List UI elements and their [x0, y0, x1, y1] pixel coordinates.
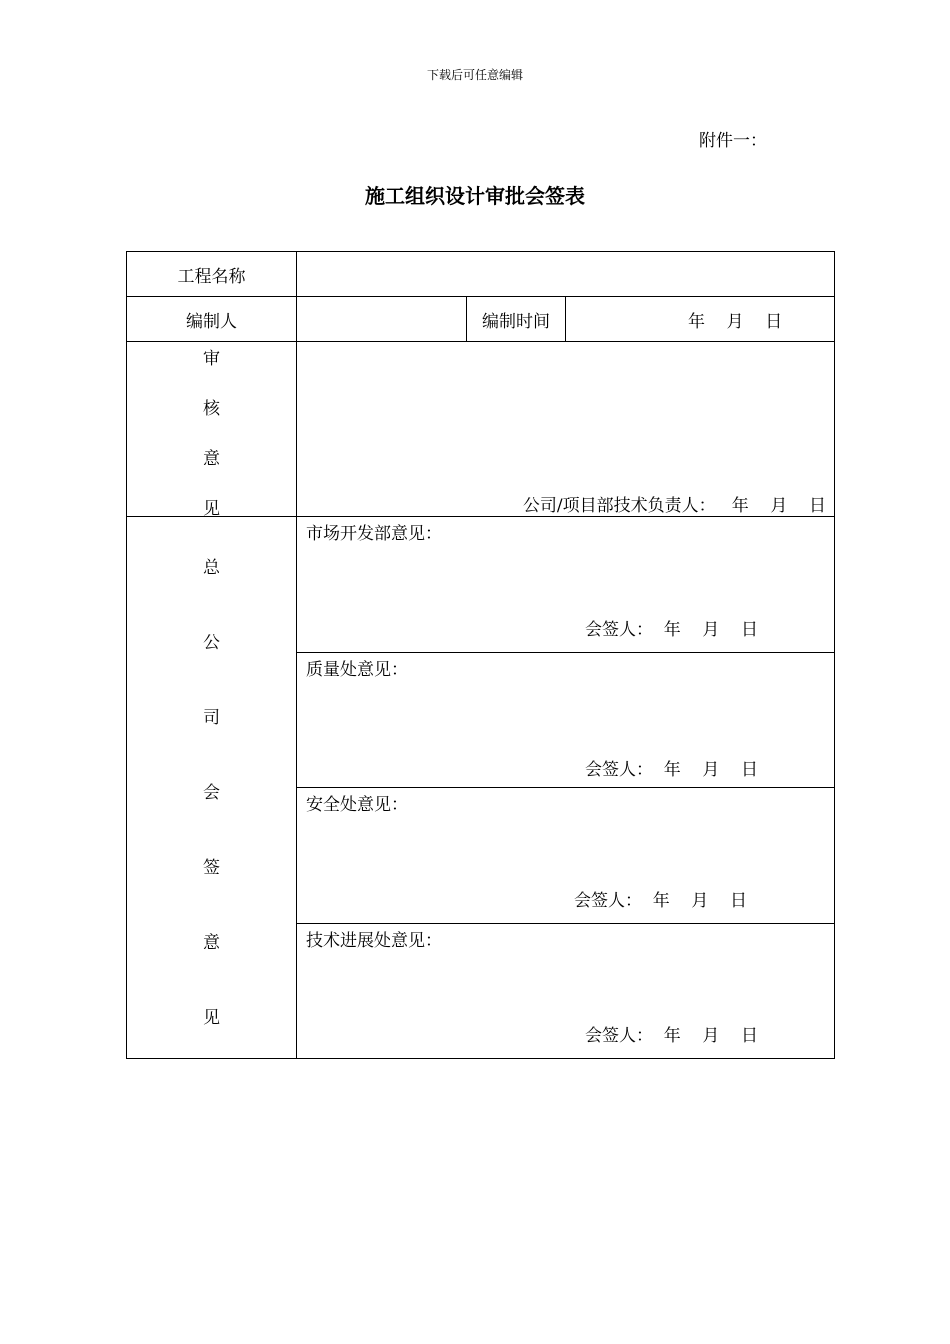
- review-label: [127, 342, 297, 517]
- header-note: 下载后可任意编辑: [426, 68, 523, 82]
- editor-field[interactable]: [297, 297, 467, 342]
- tech-progress-opinion-field[interactable]: [297, 924, 835, 1059]
- market-dev-opinion-title: 市场开发部意见：: [306, 524, 442, 544]
- countersign-label-char: 意: [203, 933, 220, 953]
- tech-progress-opinion-title: 技术进展处意见：: [306, 931, 442, 951]
- approval-form-table: [126, 251, 835, 1059]
- review-label-char: 审: [203, 349, 220, 369]
- quality-opinion-title: 质量处意见：: [306, 660, 408, 680]
- review-row: [127, 342, 835, 517]
- edit-time-field[interactable]: 年 月 日: [566, 297, 835, 342]
- countersign-label-char: 会: [203, 783, 220, 803]
- quality-signature-line: 会签人： 年 月 日: [585, 760, 759, 780]
- edit-time-label: 编制时间: [467, 297, 566, 342]
- countersign-label: [127, 517, 297, 1059]
- quality-opinion-field[interactable]: [297, 653, 835, 788]
- market-dev-signature-line: 会签人： 年 月 日: [585, 620, 759, 640]
- countersign-label-char: 见: [203, 1008, 220, 1028]
- review-label-char: 核: [203, 399, 220, 419]
- review-signature-line: 公司/项目部技术负责人： 年 月 日: [522, 496, 827, 516]
- safety-signature-line: 会签人： 年 月 日: [574, 891, 748, 911]
- countersign-label-char: 签: [203, 858, 220, 878]
- safety-opinion-field[interactable]: [297, 788, 835, 924]
- form-title: 施工组织设计审批会签表: [365, 184, 585, 208]
- project-name-label: 工程名称: [127, 252, 297, 297]
- editor-row: [127, 297, 835, 342]
- countersign-label-char: 司: [203, 708, 220, 728]
- editor-label: 编制人: [127, 297, 297, 342]
- countersign-label-char: 公: [203, 633, 220, 653]
- review-opinion-field[interactable]: [297, 342, 835, 517]
- project-name-row: [127, 252, 835, 297]
- market-dev-opinion-field[interactable]: [297, 517, 835, 653]
- countersign-row-market: [127, 517, 835, 653]
- review-label-char: 意: [203, 449, 220, 469]
- tech-progress-signature-line: 会签人： 年 月 日: [585, 1026, 759, 1046]
- attachment-label: 附件一：: [699, 131, 767, 151]
- project-name-field[interactable]: [297, 252, 835, 297]
- safety-opinion-title: 安全处意见：: [306, 795, 408, 815]
- countersign-label-char: 总: [203, 558, 220, 578]
- review-label-char: 见: [203, 499, 220, 519]
